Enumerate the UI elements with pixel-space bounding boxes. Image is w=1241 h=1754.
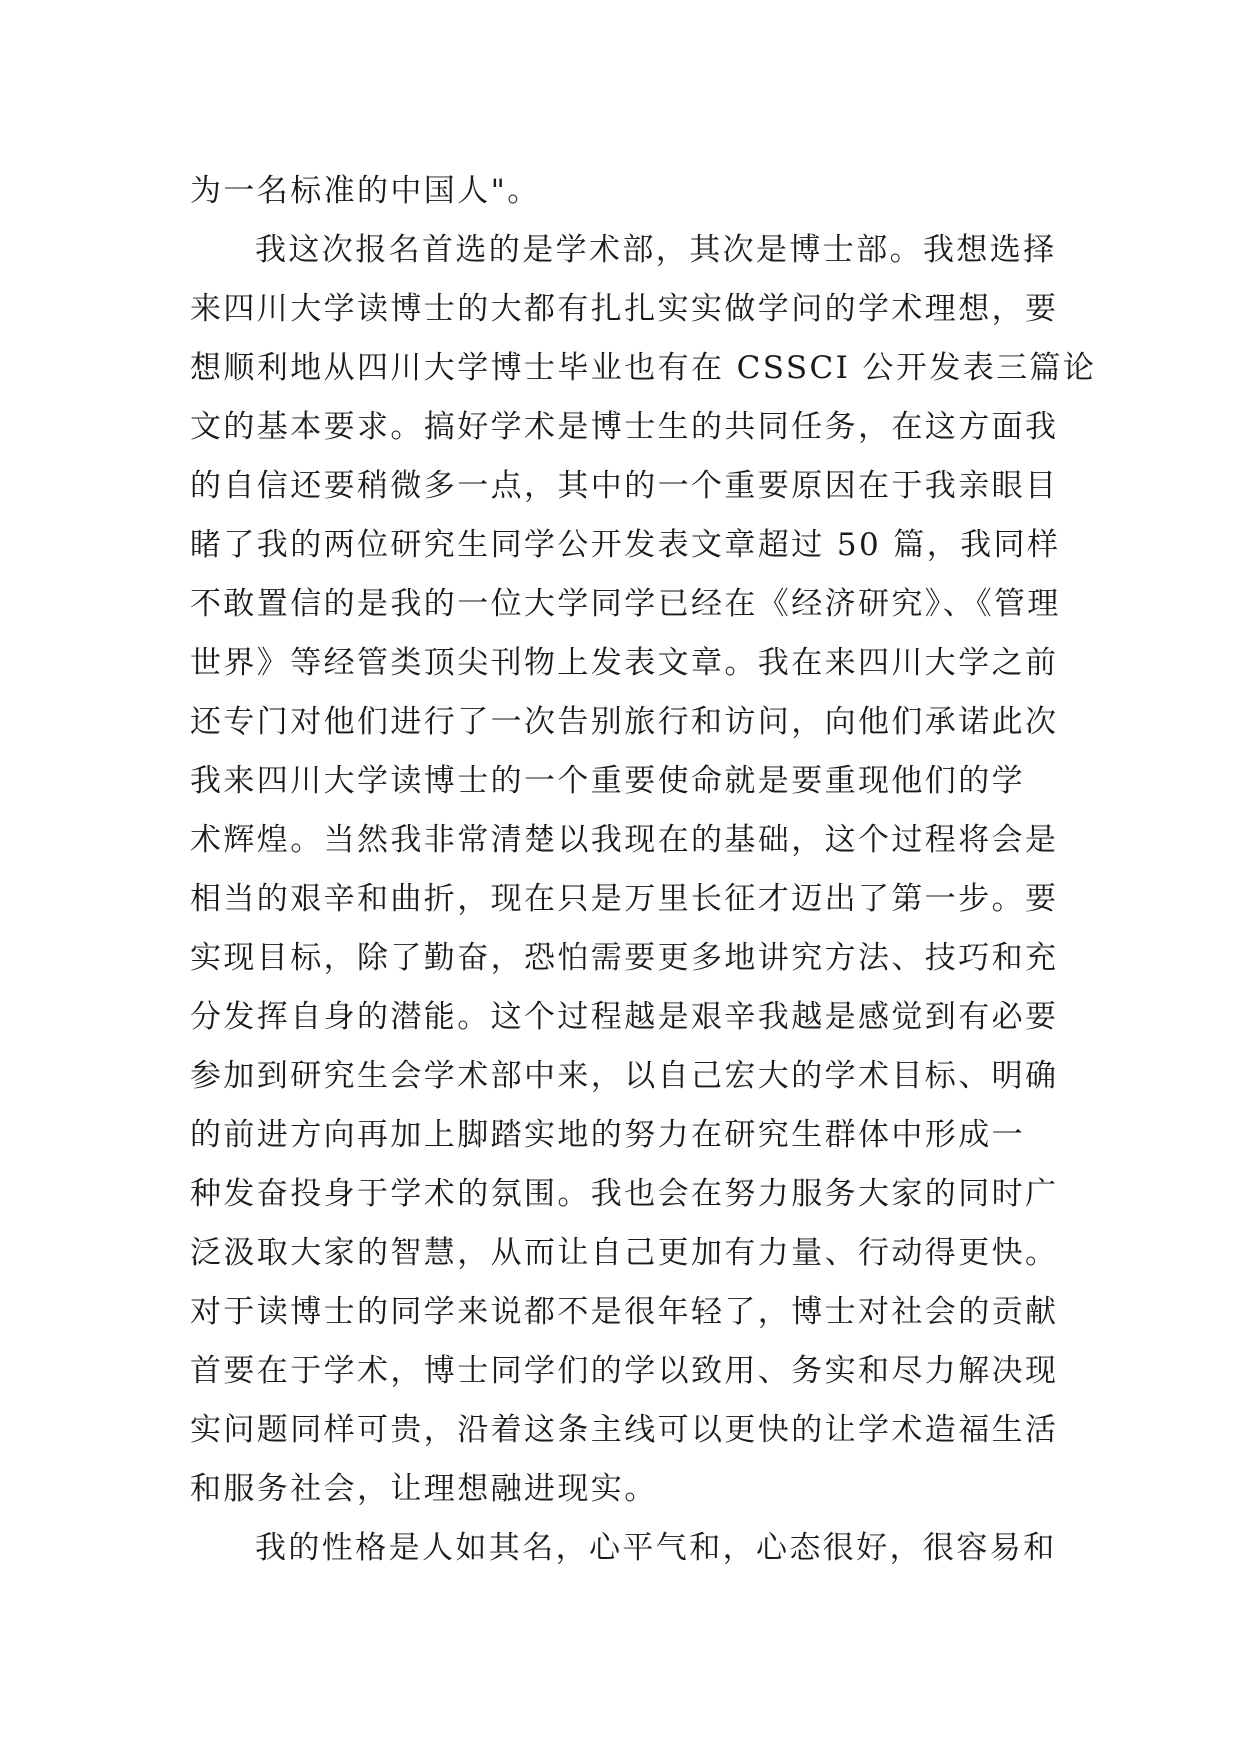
text-line: 分发挥自身的潜能。这个过程越是艰辛我越是感觉到有必要 — [190, 999, 1059, 1035]
text-line: 睹了我的两位研究生同学公开发表文章超过 50 篇，我同样 — [190, 527, 1061, 563]
text-line: 和服务社会，让理想融进现实。 — [190, 1471, 658, 1507]
text-line: 参加到研究生会学术部中来，以自己宏大的学术目标、明确 — [190, 1058, 1059, 1094]
text-line: 首要在于学术，博士同学们的学以致用、务实和尽力解决现 — [190, 1353, 1059, 1389]
text-line: 世界》等经管类顶尖刊物上发表文章。我在来四川大学之前 — [190, 645, 1059, 681]
text-line: 泛汲取大家的智慧，从而让自己更加有力量、行动得更快。 — [190, 1235, 1059, 1271]
text-line: 我的性格是人如其名，心平气和，心态很好，很容易和 — [255, 1530, 1057, 1566]
text-line: 我来四川大学读博士的一个重要使命就是要重现他们的学 — [190, 763, 1025, 799]
text-line: 相当的艰辛和曲折，现在只是万里长征才迈出了第一步。要 — [190, 881, 1059, 917]
text-line: 不敢置信的是我的一位大学同学已经在《经济研究》、《管理 — [190, 586, 1061, 622]
text-line: 术辉煌。当然我非常清楚以我现在的基础，这个过程将会是 — [190, 822, 1059, 858]
text-line: 我这次报名首选的是学术部，其次是博士部。我想选择 — [255, 232, 1057, 268]
text-line: 实问题同样可贵，沿着这条主线可以更快的让学术造福生活 — [190, 1412, 1059, 1448]
text-line: 还专门对他们进行了一次告别旅行和访问，向他们承诺此次 — [190, 704, 1059, 740]
text-line: 对于读博士的同学来说都不是很年轻了，博士对社会的贡献 — [190, 1294, 1059, 1330]
text-line: 的前进方向再加上脚踏实地的努力在研究生群体中形成一 — [190, 1117, 1025, 1153]
text-line: 实现目标，除了勤奋，恐怕需要更多地讲究方法、技巧和充 — [190, 940, 1059, 976]
text-line: 的自信还要稍微多一点，其中的一个重要原因在于我亲眼目 — [190, 468, 1059, 504]
document-body — [190, 162, 1097, 1578]
text-line: 种发奋投身于学术的氛围。我也会在努力服务大家的同时广 — [190, 1176, 1059, 1212]
text-line: 来四川大学读博士的大都有扎扎实实做学问的学术理想，要 — [190, 291, 1059, 327]
text-line: 想顺利地从四川大学博士毕业也有在 CSSCI 公开发表三篇论 — [190, 350, 1097, 386]
text-line: 文的基本要求。搞好学术是博士生的共同任务，在这方面我 — [190, 409, 1059, 445]
text-line: 为一名标准的中国人"。 — [190, 173, 541, 209]
